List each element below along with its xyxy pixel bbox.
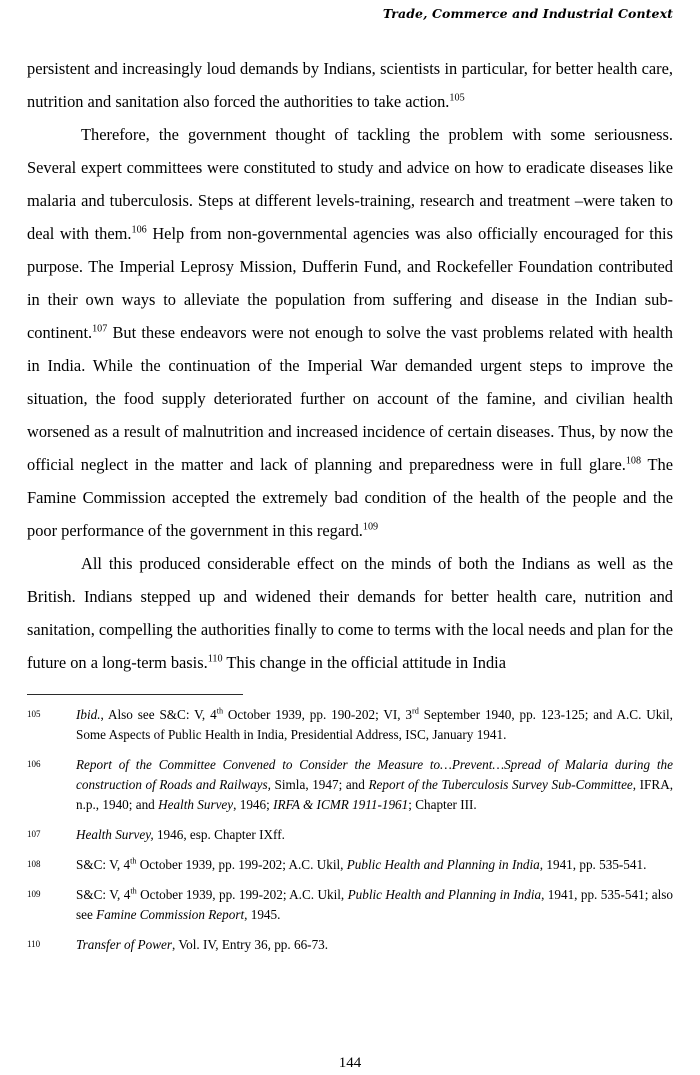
footnote-text [76,825,673,845]
footnote-text [76,855,673,875]
footnote-text-part: Transfer of Power [76,937,172,952]
footnote-text-part: S&C: V, 4 [76,887,131,902]
footnote-ref-110[interactable]: 110 [207,653,223,665]
page-number: 144 [338,1055,362,1071]
footnote-text-part: , 1946; [233,797,274,812]
footnote-list [27,705,673,955]
footnote-ref-107[interactable]: 107 [92,323,108,335]
footnote-107 [27,825,673,845]
footnote-text-part: Health Survey [158,797,234,812]
footnote-text-part: , 1941, pp. 535-541; also see [76,887,673,922]
paragraph-3 [27,547,673,679]
body-text [27,52,673,679]
paragraph-1 [27,52,673,118]
footnote-text-part: Public Health and Planning in India [347,887,542,902]
footnote-text-part: , 1941, pp. 535-541. [539,857,647,872]
footnote-ref-105[interactable]: 105 [449,92,465,104]
footnote-text [76,935,673,955]
footnote-105 [27,705,673,745]
footnote-text [76,705,673,745]
footnote-text-part: Public Health and Planning in India [346,857,540,872]
footnote-text-part: , Vol. IV, Entry 36, pp. 66-73. [172,937,329,952]
footnote-number[interactable]: 110 [27,939,41,949]
footnote-text-part: Famine Commission Report [96,907,245,922]
footnote-number[interactable]: 107 [27,829,41,839]
footnotes-section [27,694,673,955]
footnote-text-part: th [130,886,137,896]
footnote-text-part: Ibid. [76,707,101,722]
footnote-text-part: September 1940, pp. 123-125; and A.C. Ukil, Some Aspects of Public Health in India, Presidential Address, ISC, January 1941. [76,707,673,742]
paragraph-3-segment-1: All this produced considerable effect on the minds of both the Indians as well as the British. Indians stepped up and widened their demands for better health care, nutrition and sanitation, compelling the authorities finally to come to terms with the local needs and plan for the future on a long-term basis. [27,554,673,672]
footnote-text-part: , Also see S&C: V, 4 [100,707,217,722]
footnote-110 [27,935,673,955]
footnote-number[interactable]: 108 [27,859,41,869]
footnote-number[interactable]: 109 [27,889,41,899]
running-header: Trade, Commerce and Industrial Context [382,6,673,21]
footnote-109 [27,885,673,925]
footnote-ref-109[interactable]: 109 [362,521,379,533]
footnote-108 [27,855,673,875]
footnote-text-part: Report of the Committee Convened to Consider the Measure to…Prevent…Spread of Malaria during the construction of Roads and Railways, [76,757,673,792]
footnote-text-part: Report of the Tuberculosis Survey Sub-Committee [368,777,633,792]
footnote-number[interactable]: 105 [27,709,41,719]
paragraph-2-segment-1: Therefore, the government thought of tackling the problem with some seriousness. Several expert committees were constituted to study and advice on how to eradicate diseases like malaria and tuberculosis. Steps at different levels-training, research and treatment –were taken to deal with them. [27,125,673,243]
footnote-ref-108[interactable]: 108 [625,455,642,467]
paragraph-2-segment-2: Help from non-governmental agencies was also officially encouraged for this purpose. The Imperial Leprosy Mission, Dufferin Fund, and Rockefeller Foundation contributed in their own ways to alleviate the population from suffering and disease in the Indian sub-continent. [27,224,673,342]
footnote-106 [27,755,673,815]
footnote-text-part: October 1939, pp. 190-202; VI, 3 [223,707,413,722]
paragraph-2 [27,118,673,547]
footnote-text-part: 1946, esp. Chapter IXff. [153,827,285,842]
footnote-ref-106[interactable]: 106 [131,224,147,236]
footnote-text-part: S&C: V, 4 [76,857,131,872]
footnote-text-part: th [216,706,224,716]
footnote-text-part: Simla, 1947; and [270,777,369,792]
footnote-text-part: October 1939, pp. 199-202; A.C. Ukil, [136,887,348,902]
footnote-text-part: IRFA & ICMR 1911-1961 [273,797,409,812]
footnote-text-part: , 1945. [244,907,281,922]
paragraph-3-segment-2: This change in the official attitude in India [222,653,506,672]
footnote-text-part: ; Chapter III. [408,797,477,812]
paragraph-2-segment-3: But these endeavors were not enough to solve the vast problems related with health in India. While the continuation of the Imperial War demanded urgent steps to improve the situation, the food supply deteriorated further on account of the famine, and civilian health worsened as a result of malnutrition and increased incidence of certain diseases. Thus, by now the official neglect in the matter and lack of planning and preparedness were in full glare. [27,323,673,474]
paragraph-1-text: persistent and increasingly loud demands by Indians, scientists in particular, for better health care, nutrition and sanitation also forced the authorities to take action. [27,59,673,111]
footnote-separator-rule [27,694,243,695]
footnote-text-part: rd [412,706,419,716]
footnote-text [76,885,673,925]
footnote-text [76,755,673,815]
footnote-text-part: Health Survey, [76,827,154,842]
footnote-text-part: th [130,856,137,866]
footnote-number[interactable]: 106 [27,759,41,769]
paragraph-2-segment-4: The Famine Commission accepted the extremely bad condition of the health of the people and the poor performance of the government in this regard. [27,455,673,540]
footnote-text-part: , IFRA, n.p., 1940; and [76,777,674,812]
footnote-text-part: October 1939, pp. 199-202; A.C. Ukil, [136,857,347,872]
